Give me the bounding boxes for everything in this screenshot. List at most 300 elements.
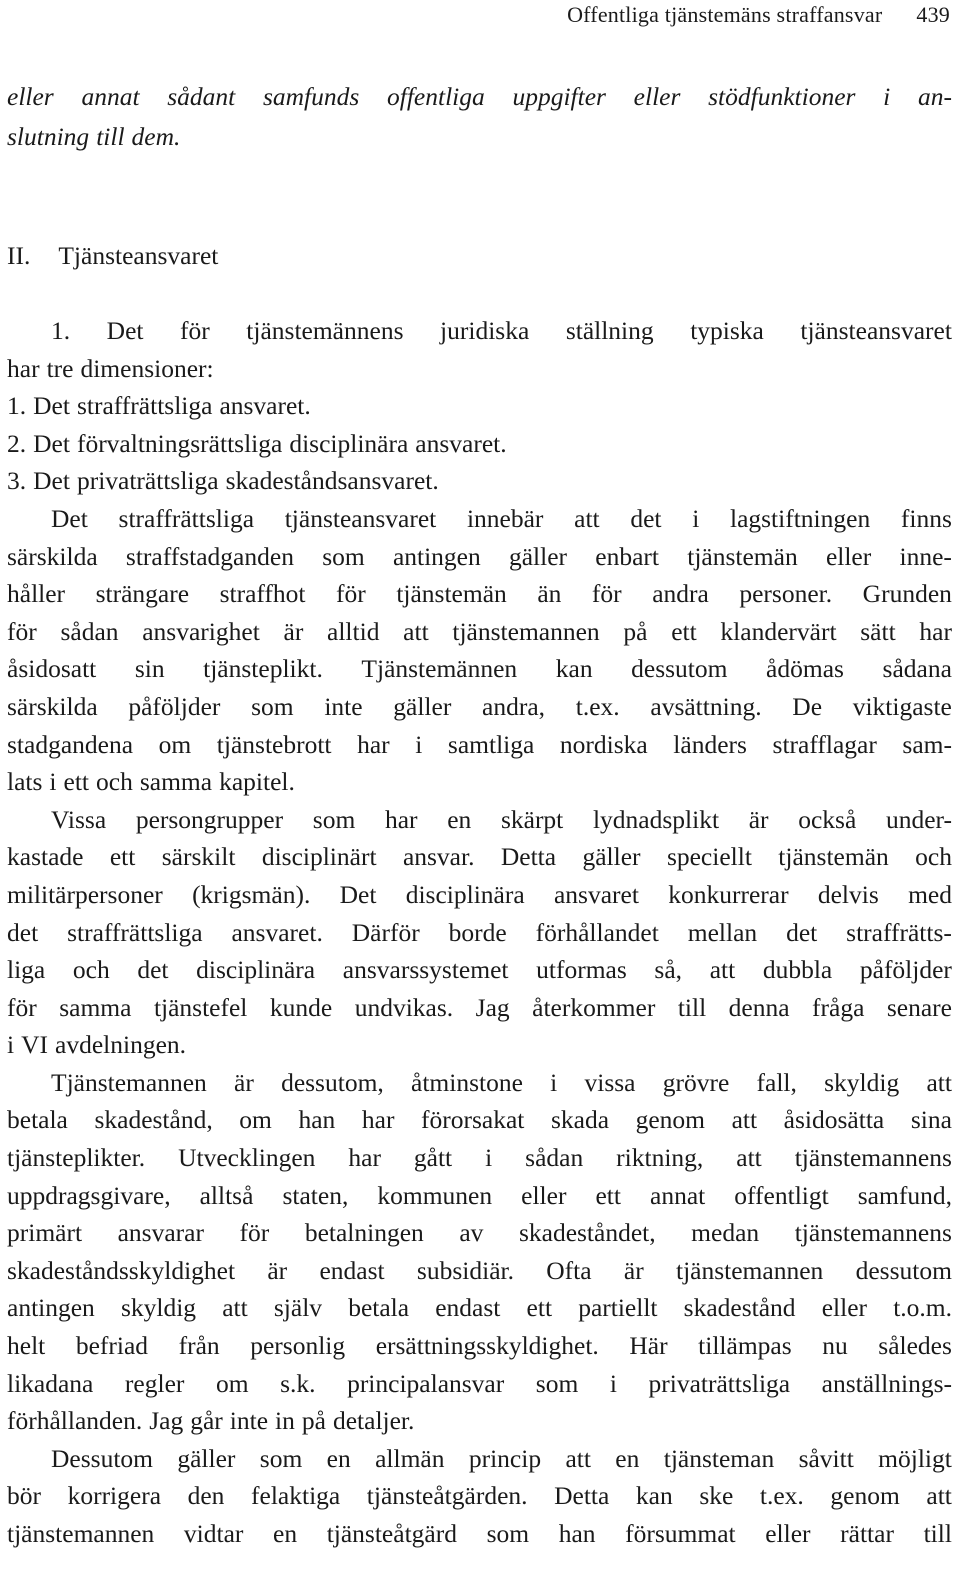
word: har bbox=[384, 804, 418, 834]
word: undvikas. bbox=[354, 992, 454, 1022]
section-title: Tjänsteansvaret bbox=[58, 241, 219, 270]
running-header bbox=[567, 0, 950, 30]
word: eller bbox=[825, 541, 872, 571]
word: annat bbox=[650, 1180, 706, 1210]
word: eller bbox=[633, 82, 681, 111]
word: Jag bbox=[149, 1406, 184, 1436]
word: för bbox=[591, 579, 622, 609]
word: Utvecklingen bbox=[178, 1143, 316, 1173]
word: samfunds bbox=[262, 82, 360, 111]
word: inte bbox=[229, 1406, 269, 1436]
word: delvis bbox=[817, 879, 879, 909]
word: liga bbox=[7, 955, 46, 985]
text-line bbox=[7, 650, 952, 688]
word: avsättning. bbox=[650, 691, 762, 721]
word: i bbox=[415, 729, 423, 759]
word: straffrätts- bbox=[846, 917, 952, 947]
word: en bbox=[326, 1443, 351, 1473]
text-line bbox=[7, 1026, 952, 1064]
word: att bbox=[574, 503, 600, 533]
word: till bbox=[923, 1519, 952, 1548]
word: ställning bbox=[565, 316, 654, 345]
word: om bbox=[158, 729, 192, 759]
text-line bbox=[7, 688, 952, 726]
word: eller bbox=[765, 1519, 811, 1548]
word: Det bbox=[33, 391, 70, 421]
word: endast bbox=[435, 1293, 501, 1323]
text-line bbox=[7, 1252, 952, 1290]
word: riktning, bbox=[616, 1143, 704, 1173]
word: att bbox=[565, 1443, 591, 1473]
word: åsidosatt bbox=[7, 654, 97, 684]
paragraph bbox=[7, 387, 952, 500]
word: med bbox=[908, 879, 952, 909]
text-line bbox=[7, 914, 952, 952]
word: grövre bbox=[662, 1067, 730, 1097]
word: ske bbox=[699, 1481, 734, 1511]
word: skärpt bbox=[500, 804, 564, 834]
text-line bbox=[7, 387, 952, 425]
word: tjänstemannens bbox=[794, 1143, 952, 1173]
word: går bbox=[190, 1406, 223, 1436]
word: skadeståndet, bbox=[518, 1218, 656, 1248]
word: ett bbox=[109, 842, 136, 872]
word: strafflagar bbox=[772, 729, 877, 759]
text-line bbox=[7, 1477, 952, 1515]
word: nu bbox=[822, 1331, 848, 1361]
word: som bbox=[322, 541, 365, 571]
word: 1. bbox=[51, 316, 71, 345]
word: om bbox=[215, 1368, 249, 1398]
text-line bbox=[7, 1402, 952, 1440]
text-line bbox=[7, 1365, 952, 1403]
word: sådant bbox=[167, 82, 236, 111]
paragraph bbox=[7, 801, 952, 1064]
word: i bbox=[692, 503, 700, 533]
word: sådan bbox=[525, 1143, 584, 1173]
word: medan bbox=[691, 1218, 760, 1248]
word: Det bbox=[106, 316, 144, 345]
text-line bbox=[7, 575, 952, 613]
word: särskilt bbox=[161, 842, 236, 872]
word: lagstiftningen bbox=[729, 503, 871, 533]
word: 1. bbox=[7, 391, 27, 421]
word: juridiska bbox=[440, 316, 530, 345]
word: förvaltningsrättsliga bbox=[76, 428, 283, 458]
word: Det bbox=[33, 466, 70, 496]
text-line bbox=[7, 1064, 952, 1102]
word: sådan bbox=[60, 616, 119, 646]
text-line bbox=[7, 1214, 952, 1252]
word: staten, bbox=[282, 1180, 349, 1210]
word: personlig bbox=[250, 1331, 346, 1361]
word: korrigera bbox=[67, 1481, 162, 1511]
word: i bbox=[7, 1030, 15, 1060]
word: sam- bbox=[902, 729, 952, 759]
word: Jag bbox=[475, 992, 510, 1022]
word: andra, bbox=[482, 691, 546, 721]
word: ansvaret bbox=[553, 879, 639, 909]
word: dem. bbox=[131, 122, 181, 151]
word: håller bbox=[7, 579, 66, 609]
word: och bbox=[915, 842, 952, 872]
word: offentliga bbox=[387, 82, 485, 111]
word: tjänstefel bbox=[153, 992, 248, 1022]
word: s.k. bbox=[280, 1368, 316, 1398]
text-line bbox=[7, 613, 952, 651]
text-line bbox=[7, 1327, 952, 1365]
word: eller bbox=[821, 1293, 868, 1323]
word: ansvaret. bbox=[231, 917, 323, 947]
word: genom bbox=[830, 1481, 900, 1511]
word: samtliga bbox=[447, 729, 535, 759]
word: från bbox=[178, 1331, 220, 1361]
word: kan bbox=[555, 654, 593, 684]
section-number: II. bbox=[7, 241, 31, 270]
text-line bbox=[7, 350, 952, 388]
word: i bbox=[49, 767, 57, 797]
text-line bbox=[7, 1289, 952, 1327]
text-line bbox=[7, 500, 952, 538]
word: betalningen bbox=[304, 1218, 424, 1248]
word: för bbox=[7, 616, 37, 646]
word: inne- bbox=[899, 541, 952, 571]
word: in bbox=[275, 1406, 295, 1436]
word: fråga bbox=[812, 992, 865, 1022]
word: har bbox=[361, 1105, 395, 1135]
word: avdelningen. bbox=[55, 1030, 187, 1060]
word: klandervärt bbox=[720, 616, 837, 646]
word: straffrättsliga bbox=[76, 391, 213, 421]
word: innebär bbox=[466, 503, 544, 533]
word: Vissa bbox=[51, 804, 107, 834]
word: dubbla bbox=[762, 955, 833, 985]
word: den bbox=[187, 1481, 225, 1511]
word: genom bbox=[635, 1105, 706, 1135]
word: principalansvar bbox=[347, 1368, 505, 1398]
text-line bbox=[7, 951, 952, 989]
word: primärt bbox=[7, 1218, 83, 1248]
word: han bbox=[298, 1105, 336, 1135]
word: straffstadganden bbox=[125, 541, 294, 571]
word: som bbox=[251, 691, 294, 721]
word: disciplinärt bbox=[261, 842, 377, 872]
word: tjänsteplikt. bbox=[203, 654, 323, 684]
word: Det bbox=[339, 879, 377, 909]
word: borde bbox=[448, 917, 507, 947]
word: ett bbox=[671, 616, 697, 646]
word: personer. bbox=[739, 579, 833, 609]
word: Det bbox=[51, 503, 88, 533]
word: det bbox=[7, 917, 39, 947]
word: tjänstemannen bbox=[452, 616, 600, 646]
word: utformas bbox=[536, 955, 627, 985]
word: en bbox=[447, 804, 472, 834]
word: samfund, bbox=[857, 1180, 952, 1210]
word: tjänstemän bbox=[687, 541, 798, 571]
word: ett bbox=[63, 767, 90, 797]
word: och bbox=[72, 955, 110, 985]
intro-paragraph bbox=[7, 77, 952, 157]
word: förhållandet bbox=[535, 917, 659, 947]
word: att bbox=[403, 616, 429, 646]
text-line bbox=[7, 1440, 952, 1478]
word: för bbox=[336, 579, 366, 609]
word: Detta bbox=[500, 842, 557, 872]
word: Tjänstemannen bbox=[51, 1067, 207, 1097]
word: betala bbox=[7, 1105, 68, 1135]
word: att bbox=[736, 1143, 762, 1173]
word: eller bbox=[521, 1180, 567, 1210]
word: ådömas bbox=[766, 654, 844, 684]
section-heading bbox=[7, 237, 952, 275]
word: uppgifter bbox=[512, 82, 606, 111]
word: VI bbox=[21, 1030, 49, 1060]
word: allmän bbox=[375, 1443, 445, 1473]
word: på bbox=[301, 1406, 326, 1436]
word: Dessutom bbox=[51, 1443, 153, 1473]
word: lydnadsplikt bbox=[592, 804, 720, 834]
word: finns bbox=[900, 503, 952, 533]
word: dimensioner: bbox=[80, 353, 214, 383]
word: konkurrerar bbox=[668, 879, 789, 909]
text-line bbox=[7, 77, 952, 117]
word: har bbox=[348, 1143, 381, 1173]
paragraph bbox=[7, 1440, 952, 1553]
word: t.ex. bbox=[759, 1481, 804, 1511]
word: tjänsteåtgärd bbox=[326, 1519, 457, 1548]
text-line bbox=[7, 538, 952, 576]
word: slutning bbox=[7, 122, 90, 151]
word: betala bbox=[348, 1293, 410, 1323]
text-line bbox=[7, 312, 952, 350]
word: alltid bbox=[327, 616, 380, 646]
word: Här bbox=[629, 1331, 668, 1361]
word: är bbox=[267, 1255, 288, 1285]
word: offentligt bbox=[734, 1180, 829, 1210]
word: Ofta bbox=[546, 1255, 592, 1285]
word: såvitt bbox=[798, 1443, 854, 1473]
word: princip bbox=[468, 1443, 542, 1473]
word: tjänsteman bbox=[663, 1443, 775, 1473]
word: stadgandena bbox=[7, 729, 134, 759]
main-text bbox=[7, 312, 952, 1553]
word: ansvarighet bbox=[142, 616, 260, 646]
word: i bbox=[485, 1143, 493, 1173]
word: förhållanden. bbox=[7, 1406, 143, 1436]
word: privaträttsliga bbox=[648, 1368, 791, 1398]
word: tjänsteåtgärden. bbox=[366, 1481, 528, 1511]
word: tjänstemannens bbox=[794, 1218, 952, 1248]
word: är bbox=[234, 1067, 254, 1097]
word: Det bbox=[33, 428, 70, 458]
paragraph bbox=[7, 312, 952, 387]
word: lats bbox=[7, 767, 43, 797]
word: för bbox=[239, 1218, 270, 1248]
word: att bbox=[222, 1293, 248, 1323]
word: det bbox=[630, 503, 662, 533]
text-line bbox=[7, 462, 952, 500]
word: Grunden bbox=[862, 579, 952, 609]
word: är bbox=[283, 616, 304, 646]
word: samma bbox=[59, 992, 132, 1022]
word: annat bbox=[81, 82, 140, 111]
word: som bbox=[486, 1519, 530, 1548]
word: partiellt bbox=[578, 1293, 658, 1323]
word: tjänsteplikter. bbox=[7, 1143, 146, 1173]
word: bör bbox=[7, 1481, 41, 1511]
word: en bbox=[273, 1519, 298, 1548]
word: särskilda bbox=[7, 691, 98, 721]
word: tre bbox=[46, 353, 74, 383]
word: stödfunktioner bbox=[708, 82, 856, 111]
word: speciellt bbox=[666, 842, 752, 872]
word: således bbox=[878, 1331, 952, 1361]
word: länders bbox=[673, 729, 747, 759]
word: an- bbox=[917, 82, 952, 111]
word: antingen bbox=[392, 541, 481, 571]
word: 3. bbox=[7, 466, 27, 496]
word: detaljer. bbox=[332, 1406, 415, 1436]
word: sin bbox=[134, 654, 165, 684]
word: ansvaret. bbox=[415, 428, 507, 458]
word: sätt bbox=[860, 616, 896, 646]
word: att bbox=[926, 1481, 952, 1511]
word: uppdragsgivare, bbox=[7, 1180, 171, 1210]
word: vidtar bbox=[183, 1519, 244, 1548]
word: likadana bbox=[7, 1368, 94, 1398]
word: tjänstemän bbox=[396, 579, 507, 609]
paragraph bbox=[7, 500, 952, 801]
word: (krigsmän). bbox=[192, 879, 311, 909]
text-line bbox=[7, 763, 952, 801]
word: särskilda bbox=[7, 541, 98, 571]
word: påföljder bbox=[859, 955, 952, 985]
word: åtminstone bbox=[411, 1067, 523, 1097]
text-line bbox=[7, 726, 952, 764]
word: tjänstemannen bbox=[7, 1519, 155, 1548]
text-line bbox=[7, 801, 952, 839]
word: t.ex. bbox=[575, 691, 620, 721]
word: tjänstebrott bbox=[216, 729, 332, 759]
paragraph bbox=[7, 1064, 952, 1440]
word: som bbox=[259, 1443, 303, 1473]
word: De bbox=[792, 691, 823, 721]
word: kommunen bbox=[377, 1180, 493, 1210]
word: disciplinära bbox=[289, 428, 409, 458]
word: han bbox=[558, 1519, 596, 1548]
word: dessutom bbox=[855, 1255, 952, 1285]
word: skadeståndsskyldighet bbox=[7, 1255, 236, 1285]
word: ett bbox=[595, 1180, 621, 1210]
word: viktigaste bbox=[852, 691, 952, 721]
text-line bbox=[7, 1177, 952, 1215]
word: disciplinära bbox=[196, 955, 316, 985]
word: sådana bbox=[882, 654, 952, 684]
word: straffrättsliga bbox=[118, 503, 255, 533]
word: för bbox=[7, 992, 37, 1022]
word: ansvar. bbox=[402, 842, 475, 872]
word: har bbox=[357, 729, 390, 759]
word: gäller bbox=[582, 842, 641, 872]
word: strängare bbox=[95, 579, 190, 609]
word: tjänstemän bbox=[778, 842, 889, 872]
word: som bbox=[535, 1368, 579, 1398]
word: disciplinära bbox=[405, 879, 525, 909]
word: påföljder bbox=[128, 691, 221, 721]
word: andra bbox=[652, 579, 709, 609]
word: skyldig bbox=[824, 1067, 900, 1097]
word: privaträttsliga bbox=[76, 466, 219, 496]
word: av bbox=[459, 1218, 484, 1248]
word: senare bbox=[886, 992, 952, 1022]
word: tjänstemännens bbox=[246, 316, 404, 345]
word: i bbox=[550, 1067, 558, 1097]
word: enbart bbox=[595, 541, 659, 571]
word: är bbox=[623, 1255, 644, 1285]
page-number: 439 bbox=[916, 2, 950, 27]
running-header-title: Offentliga tjänstemäns straffansvar bbox=[567, 2, 883, 27]
word: har bbox=[7, 353, 40, 383]
word: än bbox=[537, 579, 562, 609]
text-line bbox=[7, 1515, 952, 1553]
word: det bbox=[786, 917, 818, 947]
word: subsidiär. bbox=[416, 1255, 514, 1285]
word: möjligt bbox=[878, 1443, 952, 1473]
word: alltså bbox=[199, 1180, 254, 1210]
word: anställnings- bbox=[821, 1368, 952, 1398]
word: det bbox=[137, 955, 169, 985]
word: gäller bbox=[508, 541, 568, 571]
word: är bbox=[748, 804, 769, 834]
word: ett bbox=[526, 1293, 553, 1323]
word: ersättningsskyldighet. bbox=[375, 1331, 599, 1361]
word: skadestånd, bbox=[94, 1105, 213, 1135]
word: straffrättsliga bbox=[67, 917, 203, 947]
word: förorsakat bbox=[421, 1105, 525, 1135]
word: tjänsteansvaret bbox=[800, 316, 952, 345]
word: dessutom, bbox=[281, 1067, 384, 1097]
word: och bbox=[96, 767, 133, 797]
word: militärpersoner bbox=[7, 879, 163, 909]
word: att bbox=[926, 1067, 952, 1097]
word: i bbox=[609, 1368, 617, 1398]
text-line bbox=[7, 425, 952, 463]
word: så, bbox=[654, 955, 683, 985]
word: själv bbox=[273, 1293, 323, 1323]
word: som bbox=[312, 804, 356, 834]
word: återkommer bbox=[532, 992, 656, 1022]
word: tjänsteansvaret bbox=[284, 503, 437, 533]
word: att bbox=[731, 1105, 758, 1135]
word: inte bbox=[324, 691, 363, 721]
word: har bbox=[919, 616, 952, 646]
word: kastade bbox=[7, 842, 84, 872]
word: eller bbox=[7, 82, 54, 111]
text-line bbox=[7, 989, 952, 1027]
word: ansvaret. bbox=[219, 391, 311, 421]
word: ansvarar bbox=[117, 1218, 204, 1248]
word: till bbox=[677, 992, 707, 1022]
word: typiska bbox=[690, 316, 764, 345]
word: gått bbox=[413, 1143, 453, 1173]
word: mellan bbox=[687, 917, 758, 947]
word: en bbox=[615, 1443, 640, 1473]
word: helt bbox=[7, 1331, 46, 1361]
word: kapitel. bbox=[219, 767, 295, 797]
word: försummat bbox=[625, 1519, 736, 1548]
word: om bbox=[239, 1105, 272, 1135]
